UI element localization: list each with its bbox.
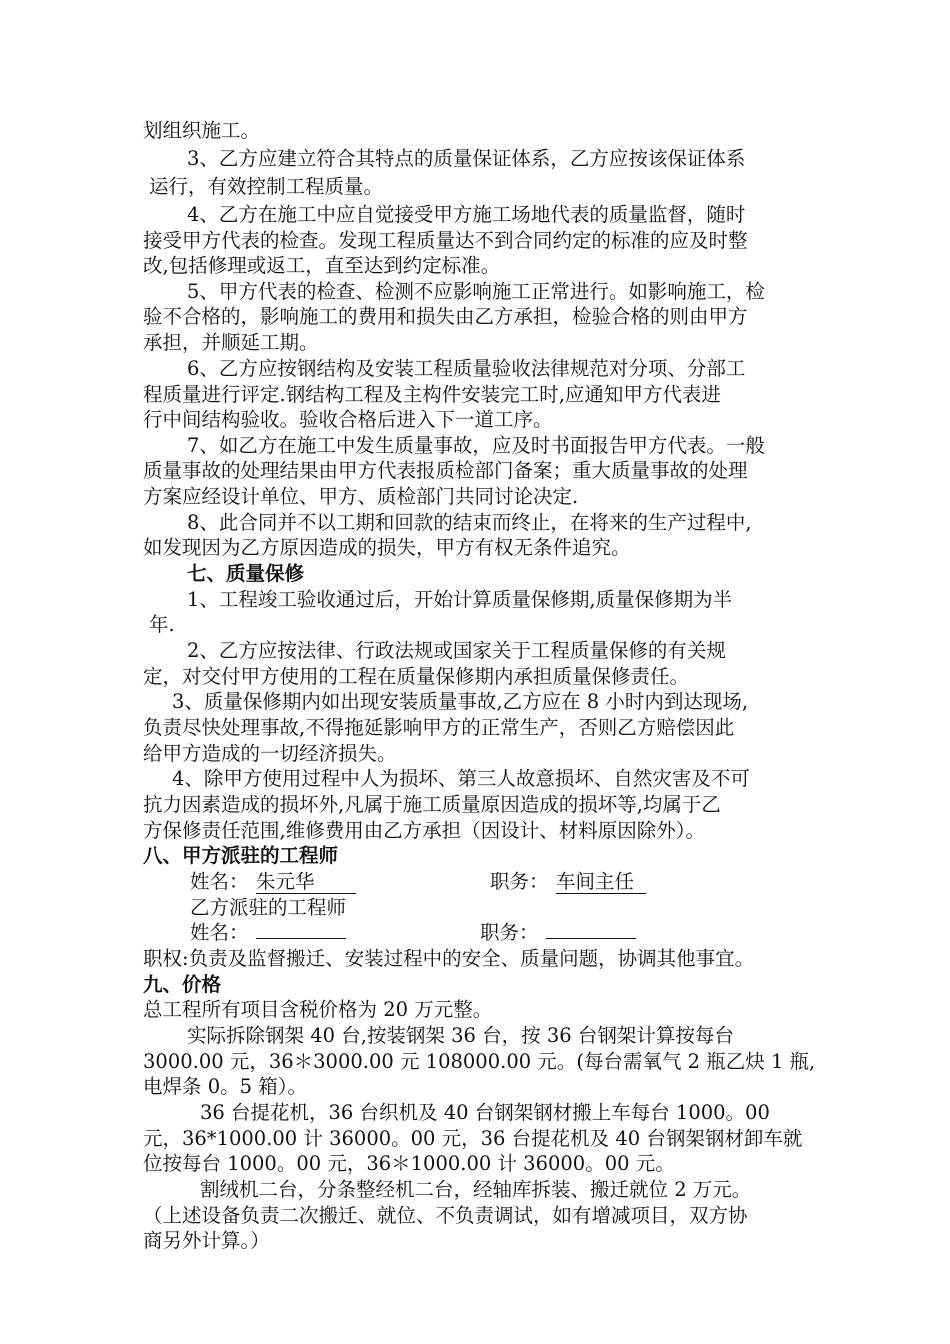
engineer-a-title-value: 车间主任 bbox=[556, 871, 646, 894]
paragraph-line: 行中间结构验收。验收合格后进入下一道工序。 bbox=[143, 408, 553, 431]
paragraph-line: （上述设备负责二次搬迁、就位、不负责调试，如有增减项目，双方协 bbox=[143, 1204, 748, 1227]
section-heading-engineer: 八、甲方派驻的工程师 bbox=[143, 844, 339, 867]
engineer-b-name-label: 姓名： bbox=[190, 921, 249, 944]
paragraph-line: 质量事故的处理结果由甲方代表报质检部门备案；重大质量事故的处理 bbox=[143, 459, 748, 482]
engineer-a-name-value: 朱元华 bbox=[256, 871, 356, 894]
paragraph-line: 接受甲方代表的检查。发现工程质量达不到合同约定的标准的应及时整 bbox=[143, 229, 748, 252]
paragraph-line: 位按每台 1000。00 元，36＊1000.00 计 36000。00 元。 bbox=[143, 1152, 675, 1175]
paragraph-line: 商另外计算。） bbox=[143, 1229, 270, 1252]
engineer-b-title-label: 职务： bbox=[480, 921, 539, 944]
paragraph-line: 方保修责任范围,维修费用由乙方承担（因设计、材料原因除外）。 bbox=[143, 819, 705, 842]
paragraph-line: 实际拆除钢架 40 台,按装钢架 36 台，按 36 台钢架计算按每台 bbox=[187, 1024, 734, 1047]
engineer-a-name-label: 姓名： bbox=[190, 870, 249, 893]
paragraph-line: 负责尽快处理事故,不得拖延影响甲方的正常生产，否则乙方赔偿因此 bbox=[143, 716, 735, 739]
paragraph-line: 承担，并顺延工期。 bbox=[143, 331, 319, 354]
paragraph-line: 2、乙方应按法律、行政法规或国家关于工程质量保修的有关规 bbox=[187, 639, 726, 662]
engineer-b-heading: 乙方派驻的工程师 bbox=[190, 896, 347, 919]
paragraph-line: 割绒机二台，分条整经机二台，经轴库拆装、搬迁就位 2 万元。 bbox=[200, 1178, 752, 1201]
paragraph-line: 改,包括修理或返工，直至达到约定标准。 bbox=[143, 254, 501, 277]
paragraph-line: 7、如乙方在施工中发生质量事故，应及时书面报告甲方代表。一般 bbox=[187, 434, 765, 457]
paragraph-line: 5、甲方代表的检查、检测不应影响施工正常进行。如影响施工，检 bbox=[187, 280, 765, 303]
paragraph-line: 8、此合同并不以工期和回款的结束而终止，在将来的生产过程中, bbox=[187, 511, 752, 534]
paragraph-line: 职权:负责及监督搬迁、安装过程中的安全、质量问题，协调其他事宜。 bbox=[143, 947, 755, 970]
paragraph-line: 抗力因素造成的损坏外,凡属于施工质量原因造成的损坏等,均属于乙 bbox=[143, 793, 721, 816]
engineer-a-title-field bbox=[556, 869, 646, 895]
paragraph-line: 总工程所有项目含税价格为 20 万元整。 bbox=[143, 998, 493, 1021]
paragraph-line: 元，36*1000.00 计 36000。00 元，36 台提花机及 40 台钢架钢材卸车就 bbox=[143, 1127, 803, 1150]
paragraph-line: 电焊条 0。5 箱）。 bbox=[143, 1075, 307, 1098]
engineer-b-title-blank bbox=[546, 920, 636, 946]
paragraph-line: 6、乙方应按钢结构及安装工程质量验收法律规范对分项、分部工 bbox=[187, 357, 746, 380]
paragraph-line: 年. bbox=[149, 613, 175, 636]
paragraph-line: 3、乙方应建立符合其特点的质量保证体系，乙方应按该保证体系 bbox=[187, 147, 746, 170]
paragraph-line: 给甲方造成的一切经济损失。 bbox=[143, 742, 397, 765]
paragraph-line: 方案应经设计单位、甲方、质检部门共同讨论决定. bbox=[143, 485, 579, 508]
section-heading-warranty: 七、质量保修 bbox=[187, 562, 305, 585]
paragraph-line: 划组织施工。 bbox=[143, 119, 261, 142]
paragraph-line: 程质量进行评定.钢结构工程及主构件安装完工时,应通知甲方代表进 bbox=[143, 383, 721, 406]
engineer-a-title-label: 职务： bbox=[490, 870, 549, 893]
paragraph-line: 3、质量保修期内如出现安装质量事故,乙方应在 8 小时内到达现场, bbox=[172, 690, 749, 713]
paragraph-line: 36 台提花机，36 台织机及 40 台钢架钢材搬上车每台 1000。00 bbox=[200, 1101, 770, 1124]
paragraph-line: 4、除甲方使用过程中人为损坏、第三人故意损坏、自然灾害及不可 bbox=[172, 767, 750, 790]
paragraph-line: 4、乙方在施工中应自觉接受甲方施工场地代表的质量监督，随时 bbox=[187, 203, 746, 226]
section-heading-price: 九、价格 bbox=[143, 973, 222, 996]
paragraph-line: 定，对交付甲方使用的工程在质量保修期内承担质量保修责任。 bbox=[143, 665, 690, 688]
paragraph-line: 1、工程竣工验收通过后，开始计算质量保修期,质量保修期为半 bbox=[187, 588, 733, 611]
engineer-b-name-blank bbox=[256, 920, 346, 946]
paragraph-line: 运行，有效控制工程质量。 bbox=[149, 175, 384, 198]
paragraph-line: 验不合格的，影响施工的费用和损失由乙方承担，检验合格的则由甲方 bbox=[143, 305, 748, 328]
paragraph-line: 3000.00 元，36＊3000.00 元 108000.00 元。(每台需氧气 2 瓶乙炔 1 瓶, bbox=[143, 1050, 816, 1073]
paragraph-line: 如发现因为乙方原因造成的损失，甲方有权无条件追究。 bbox=[143, 536, 631, 559]
engineer-a-name-field bbox=[256, 869, 356, 895]
